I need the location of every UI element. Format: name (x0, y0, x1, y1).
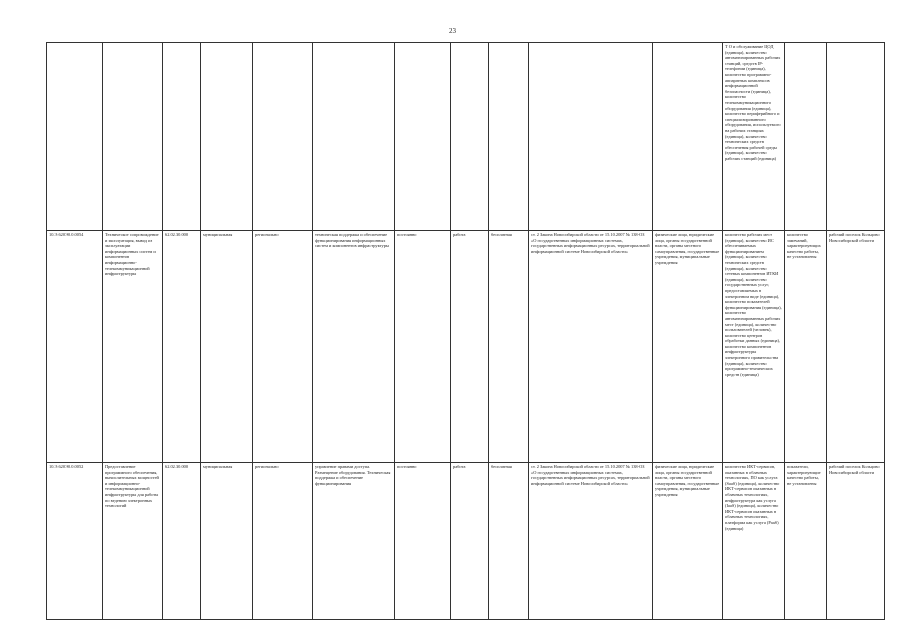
cell-type: работа (451, 463, 489, 620)
cell-form: постоянно (395, 231, 451, 463)
page-number: 23 (449, 27, 456, 35)
cell-content: техническая поддержка и обеспечение функционирования информационных систем и компонентов инфраструктуры (313, 231, 395, 463)
cell-institution (827, 43, 885, 231)
table-row (47, 463, 885, 620)
table-row (47, 43, 885, 231)
cell-gov-type (201, 43, 253, 231)
cell-cost (489, 43, 529, 231)
cell-volume-indicator: количество рабочих мест (единица), количество ИС обеспечиваемых функционированием (единица), количество технических средств (единица), количество сетевых компонентов ИТКИ (единица), количество государственных услуг, предоставляемых в электронном виде (единица), количество показателей функционирования (единица), количество автоматизированных рабочих мест (единица), количество пользователей (человек), количество центров обработки данных (единица), количество компонентов инфраструктуры электронного правительства (единица), количество программно-технических средств (единица) (723, 231, 785, 463)
cell-institution: рабочий поселок Кольцово Новосибирской области (827, 231, 885, 463)
cell-consumers: физические лица, юридические лица, органы государственной власти, органы местного самоуправления, государственные учреждения, муниципальные учреждения (653, 231, 723, 463)
cell-code: 10.Э.620Э0.0.0054 (47, 231, 103, 463)
cell-okved: 62.02.30.000 (163, 231, 201, 463)
cell-quality-indicator: количество замечаний, характеризующих качество работы, не установлены (785, 231, 827, 463)
cell-cost: бесплатная (489, 463, 529, 620)
service-register-table (46, 42, 885, 620)
cell-okved (163, 43, 201, 231)
cell-basis: ст. 2 Закона Новосибирской области от 15.10.2007 № 138-ОЗ «О государственных информационных системах, государственных информационных ресурсах, территориальной информационной системе Новосибирской области» (529, 463, 653, 620)
cell-consumers (653, 43, 723, 231)
cell-code: 10.Э.620Э0.0.0052 (47, 463, 103, 620)
cell-type (451, 43, 489, 231)
cell-recipient: регионально (253, 463, 313, 620)
table-row (47, 231, 885, 463)
cell-type: работа (451, 231, 489, 463)
cell-volume-indicator: Т О и обслуживание ЦОД (единица), количество автоматизированных рабочих станций, средств IP-телефонии (единица), количество программно-аппаратных комплексов информационной безопасности (единица), количество телекоммуникационного оборудования (единица), количество периферийного и специализированного оборудования, используемого на рабочих станциях (единица), количество технических средств обеспечения рабочей среды (единица), количество рабочих станций (единица) (723, 43, 785, 231)
cell-content: управление правами доступа. Размещение оборудования. Техническая поддержка и обеспечение функционирования (313, 463, 395, 620)
cell-recipient (253, 43, 313, 231)
cell-form (395, 43, 451, 231)
cell-basis: ст. 2 Закона Новосибирской области от 15.10.2007 № 138-ОЗ «О государственных информационных системах, государственных информационных ресурсах, территориальной информационной системе Новосибирской области» (529, 231, 653, 463)
cell-name: Предоставление программного обеспечения, вычислительных мощностей и информационно-телекоммуникационной инфраструктуры для работы по ведению электронных технологий (103, 463, 163, 620)
cell-cost: бесплатная (489, 231, 529, 463)
cell-institution: рабочий поселок Кольцово Новосибирской области (827, 463, 885, 620)
cell-recipient: регионально (253, 231, 313, 463)
cell-gov-type: муниципальная (201, 231, 253, 463)
cell-volume-indicator: количество ИКТ-сервисов, оказанных в облачных технологиях, ПО как услуга (SaaS) (единица), количество ИКТ-сервисов оказанных в облачных технологиях, инфраструктура как услуга (IaaS) (единица), количество ИКТ-сервисов оказанных в облачных технологиях, платформа как услуга (PaaS) (единица) (723, 463, 785, 620)
cell-name: Техническое сопровождение и эксплуатация, вывод из эксплуатации информационных систем и компонентов информационно-телекоммуникационной инфраструктуры (103, 231, 163, 463)
cell-basis (529, 43, 653, 231)
cell-quality-indicator (785, 43, 827, 231)
cell-content (313, 43, 395, 231)
cell-consumers: физические лица, юридические лица, органы государственной власти, органы местного самоуправления, государственные учреждения, муниципальные учреждения (653, 463, 723, 620)
cell-gov-type: муниципальная (201, 463, 253, 620)
cell-name (103, 43, 163, 231)
cell-okved: 62.02.30.000 (163, 463, 201, 620)
cell-form: постоянно (395, 463, 451, 620)
cell-quality-indicator: показатели, характеризующие качество работы, не установлены (785, 463, 827, 620)
cell-code (47, 43, 103, 231)
